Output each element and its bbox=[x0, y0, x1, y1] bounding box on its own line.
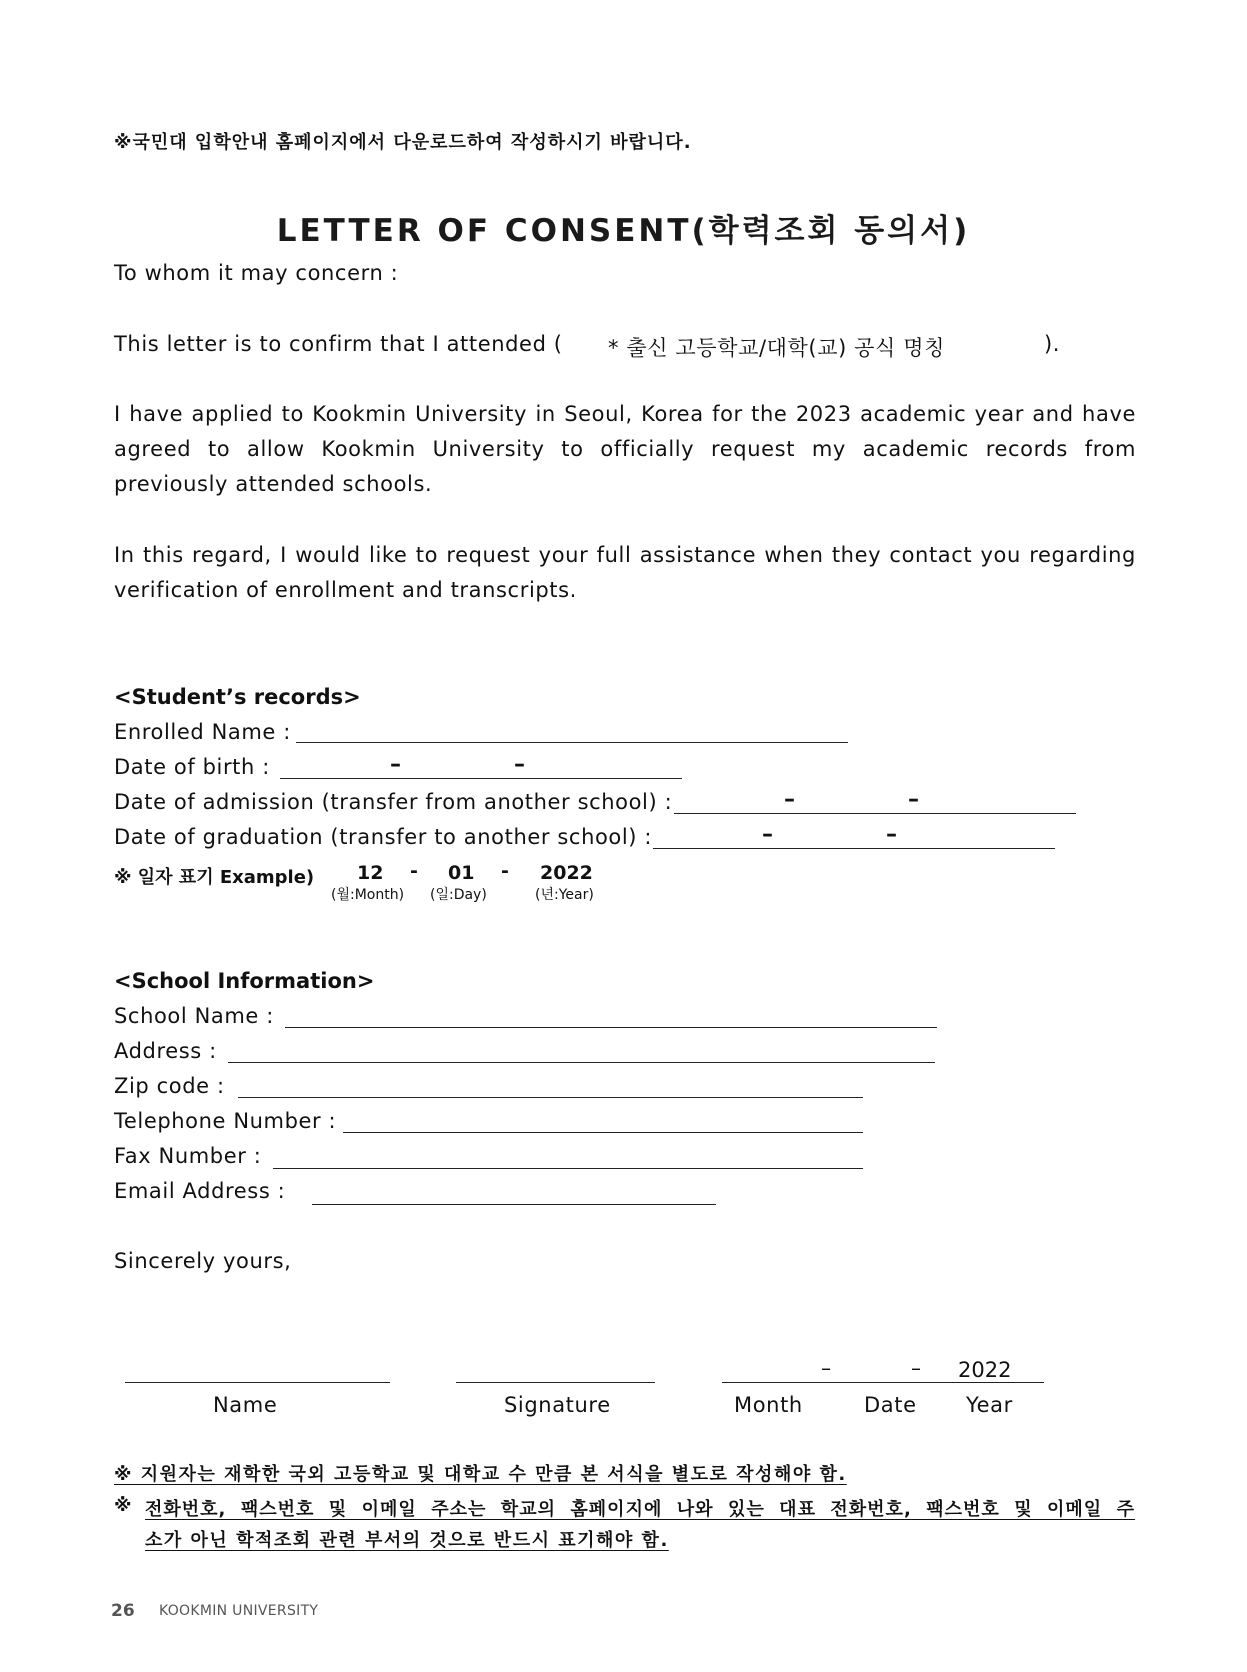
page-title: LETTER OF CONSENT(학력조회 동의서) bbox=[276, 213, 971, 249]
date-of-admission-label: Date of admission (transfer from another school) : bbox=[114, 790, 673, 814]
address-field[interactable] bbox=[228, 1062, 935, 1063]
attended-suffix: ). bbox=[1044, 332, 1061, 356]
note-contact-line-1: 전화번호, 팩스번호 및 이메일 주소는 학교의 홈페이지에 나와 있는 대표 전화번호, 팩스번호 및 이메일 주 bbox=[145, 1499, 1135, 1520]
school-name-field[interactable] bbox=[285, 1027, 937, 1028]
salutation: To whom it may concern : bbox=[114, 261, 399, 285]
zip-code-label: Zip code : bbox=[114, 1074, 225, 1098]
student-records-heading: <Student’s records> bbox=[114, 685, 361, 709]
top-notice: ※국민대 입학안내 홈페이지에서 다운로드하여 작성하시기 바랍니다. bbox=[114, 132, 692, 153]
attended-school-placeholder[interactable]: * 출신 고등학교/대학(교) 공식 명칭 bbox=[608, 336, 945, 360]
date-of-birth-field[interactable] bbox=[280, 778, 682, 779]
enrolled-name-field[interactable] bbox=[296, 742, 848, 743]
date-signature-line[interactable] bbox=[722, 1382, 1044, 1383]
telephone-number-label: Telephone Number : bbox=[114, 1109, 337, 1133]
note-separate-forms: ※ 지원자는 재학한 국외 고등학교 및 대학교 수 만큼 본 서식을 별도로 작성해야 함. bbox=[114, 1464, 847, 1485]
signature-caption: Signature bbox=[504, 1393, 611, 1417]
admission-dash-2: – bbox=[908, 787, 919, 812]
example-day-caption: (일:Day) bbox=[430, 887, 487, 903]
dob-dash-1: – bbox=[390, 752, 401, 777]
page-number: 26 bbox=[111, 1601, 135, 1621]
signature-line[interactable] bbox=[456, 1382, 655, 1383]
zip-code-field[interactable] bbox=[238, 1097, 863, 1098]
name-caption: Name bbox=[213, 1393, 278, 1417]
date-of-graduation-field[interactable] bbox=[653, 848, 1055, 849]
date-of-admission-field[interactable] bbox=[674, 813, 1076, 814]
closing: Sincerely yours, bbox=[114, 1249, 292, 1273]
dob-dash-2: – bbox=[514, 752, 525, 777]
sign-year-value: 2022 bbox=[958, 1358, 1012, 1382]
telephone-number-field[interactable] bbox=[343, 1132, 863, 1133]
example-day: 01 bbox=[448, 862, 475, 884]
example-sep-2: - bbox=[501, 860, 509, 882]
school-information-heading: <School Information> bbox=[114, 969, 375, 993]
date-of-graduation-label: Date of graduation (transfer to another school) : bbox=[114, 825, 653, 849]
graduation-dash-1: – bbox=[762, 822, 773, 847]
date-format-example-label: ※ 일자 표기 Example) bbox=[114, 867, 315, 888]
fax-number-field[interactable] bbox=[273, 1168, 863, 1169]
name-signature-line[interactable] bbox=[125, 1382, 390, 1383]
note-contact-mark: ※ bbox=[114, 1495, 132, 1516]
enrolled-name-label: Enrolled Name : bbox=[114, 720, 291, 744]
example-month-caption: (월:Month) bbox=[331, 887, 405, 903]
date-caption: Date bbox=[864, 1393, 917, 1417]
month-caption: Month bbox=[734, 1393, 803, 1417]
graduation-dash-2: – bbox=[886, 822, 897, 847]
sign-date-dash-1: – bbox=[821, 1356, 831, 1380]
email-address-label: Email Address : bbox=[114, 1179, 286, 1203]
address-label: Address : bbox=[114, 1039, 217, 1063]
year-caption: Year bbox=[966, 1393, 1013, 1417]
footer-university: KOOKMIN UNIVERSITY bbox=[159, 1603, 319, 1619]
note-contact-line-2: 소가 아닌 학적조회 관련 부서의 것으로 반드시 표기해야 함. bbox=[145, 1530, 669, 1551]
example-sep-1: - bbox=[410, 860, 418, 882]
example-month: 12 bbox=[357, 862, 384, 884]
date-of-birth-label: Date of birth : bbox=[114, 755, 270, 779]
paragraph-application: I have applied to Kookmin University in Seoul, Korea for the 2023 academic year and have agreed to allow Kookmin University to officially request my academic records from previously attended schools. bbox=[114, 402, 1136, 496]
admission-dash-1: – bbox=[784, 787, 795, 812]
fax-number-label: Fax Number : bbox=[114, 1144, 262, 1168]
paragraph-request: In this regard, I would like to request your full assistance when they contact you regarding verification of enrollment and transcripts. bbox=[114, 543, 1136, 602]
example-year: 2022 bbox=[540, 862, 593, 884]
example-year-caption: (년:Year) bbox=[535, 887, 594, 903]
sign-date-dash-2: – bbox=[911, 1356, 921, 1380]
attended-prefix: This letter is to confirm that I attended ( bbox=[114, 332, 563, 356]
email-address-field[interactable] bbox=[312, 1204, 716, 1205]
school-name-label: School Name : bbox=[114, 1004, 274, 1028]
